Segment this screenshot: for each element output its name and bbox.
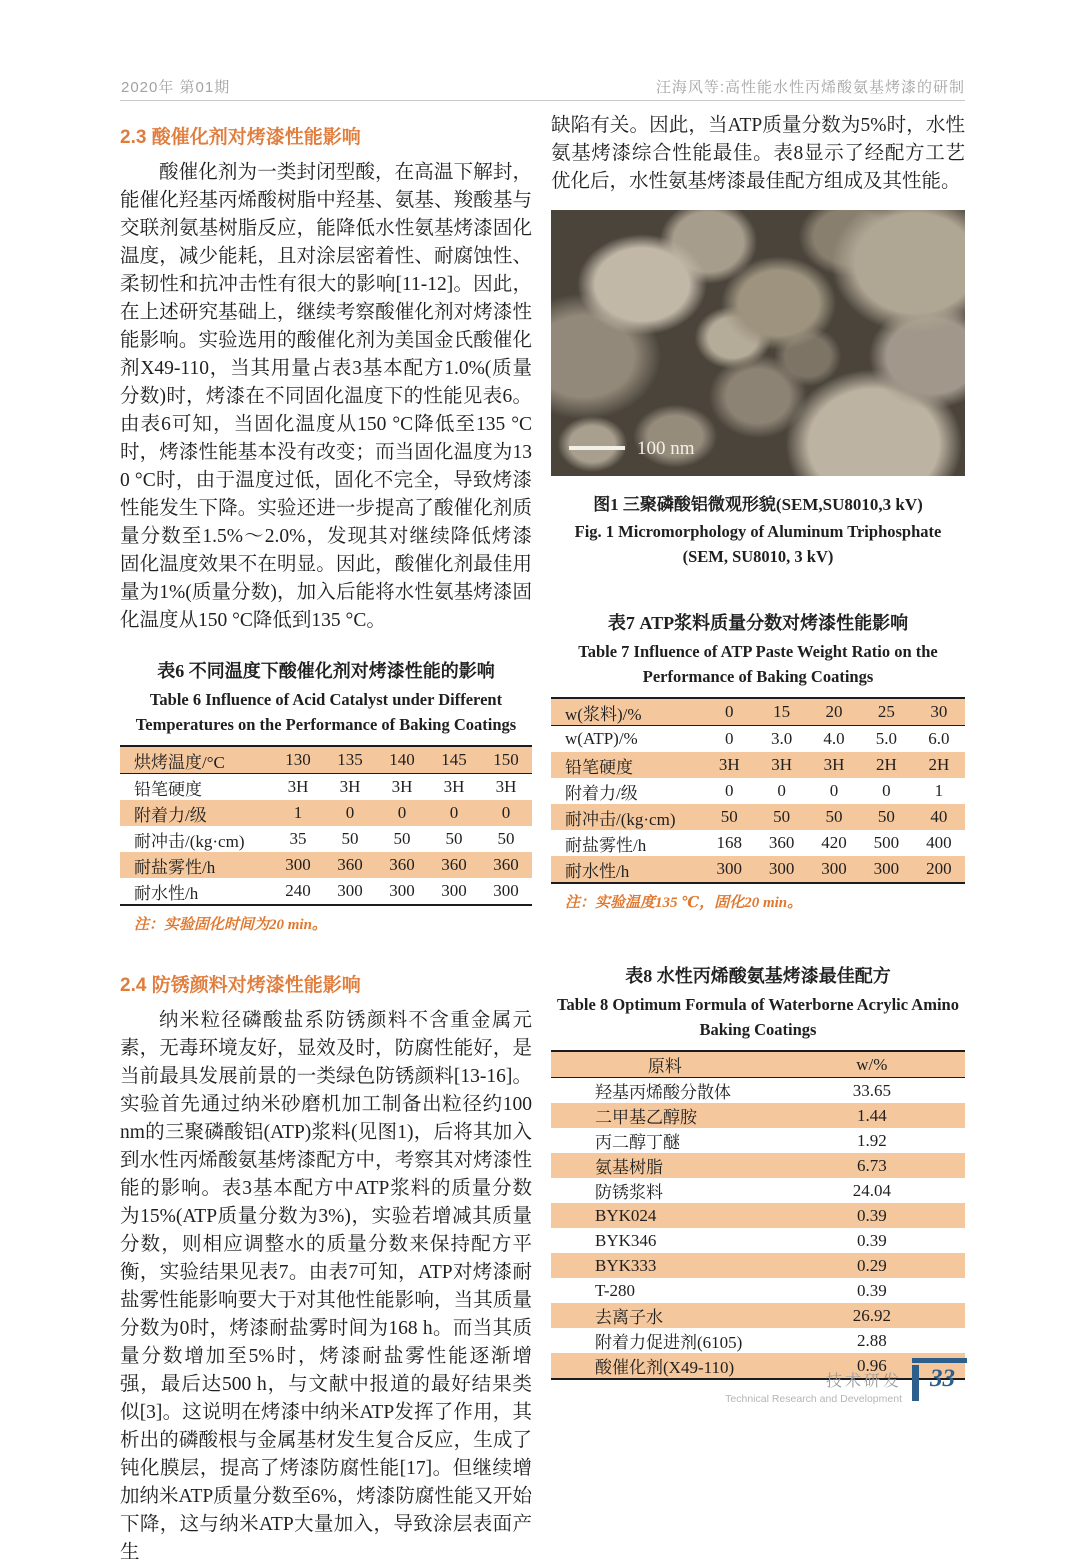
table-cell: 1 — [293, 803, 303, 822]
scale-bar — [569, 446, 625, 450]
table-cell: 360 — [337, 855, 363, 874]
table-cell: 24.04 — [852, 1180, 891, 1200]
section-2-3-heading: 2.3 酸催化剂对烤漆性能影响 — [120, 127, 361, 148]
scale-bar-label: 100 nm — [637, 438, 695, 459]
table-cell: 防锈浆料 — [595, 1183, 663, 1202]
table-cell: 50 — [720, 807, 738, 826]
table-row — [120, 852, 532, 878]
header-rule — [120, 100, 965, 101]
table6-title-en-line2: Temperatures on the Performance of Baking Coatings — [135, 715, 517, 734]
table-cell: w(浆料)/% — [565, 704, 642, 724]
table-row — [551, 1153, 965, 1178]
table-row — [551, 1052, 965, 1078]
table-cell: 0.29 — [856, 1255, 887, 1275]
table-row — [120, 878, 532, 904]
table-cell: 0 — [724, 781, 734, 800]
table-cell: 铅笔硬度 — [565, 757, 633, 777]
table-cell: 0 — [724, 702, 734, 721]
table-row — [120, 800, 532, 826]
figure1-caption-en — [551, 519, 965, 569]
right-column — [551, 112, 965, 1380]
figure1-caption-en-line1: Fig. 1 Micromorphology of Aluminum Triphosphate — [574, 522, 942, 541]
table-row — [551, 1178, 965, 1203]
table-cell: 耐水性/h — [565, 861, 630, 881]
table7-title-zh: 表7 ATP浆料质量分数对烤漆性能影响 — [607, 613, 909, 633]
table-cell: 0 — [777, 781, 786, 800]
table-cell: T-280 — [595, 1280, 635, 1300]
table-cell: 300 — [337, 881, 363, 900]
table-row — [551, 1303, 965, 1328]
table-cell: 50 — [341, 829, 359, 848]
table6-note: 注：实验固化时间为20 min。 — [134, 917, 327, 933]
table-cell: 300 — [821, 859, 847, 878]
table-cell: 150 — [493, 750, 519, 769]
table8-title-zh: 表8 水性丙烯酸氨基烤漆最佳配方 — [625, 966, 891, 986]
table-cell: 3.0 — [770, 729, 793, 748]
table-cell: 3H — [823, 755, 845, 774]
table-cell: 0 — [724, 729, 734, 748]
table7-title-en-line2: Performance of Baking Coatings — [642, 667, 874, 686]
table-cell: 200 — [926, 859, 952, 878]
table-cell: 300 — [493, 881, 519, 900]
table-row — [551, 1228, 965, 1253]
table-cell: 300 — [389, 881, 415, 900]
table-row — [551, 1253, 965, 1278]
table-cell: 40 — [930, 807, 948, 826]
figure1-caption-zh: 图1 三聚磷酸铝微观形貌(SEM,SU8010,3 kV) — [593, 495, 923, 514]
table-cell: 二甲基乙醇胺 — [595, 1108, 697, 1127]
table-row — [120, 774, 532, 800]
table-cell: 300 — [441, 881, 467, 900]
table-cell: 0 — [882, 781, 891, 800]
table-row — [551, 1103, 965, 1128]
table-cell: 400 — [926, 833, 952, 852]
table-row — [551, 856, 965, 882]
table-cell: w(ATP)/% — [565, 729, 638, 748]
figure1-caption-en-line2: (SEM, SU8010, 3 kV) — [682, 547, 834, 566]
table7-title-en-line1: Table 7 Influence of ATP Paste Weight Ratio on the — [578, 642, 938, 661]
table7 — [551, 697, 965, 884]
table-cell: BYK024 — [595, 1205, 657, 1225]
table-cell: 3H — [391, 777, 413, 796]
table-cell: 0.39 — [856, 1280, 887, 1300]
table-row — [551, 1278, 965, 1303]
table-cell: w/% — [856, 1054, 888, 1074]
table-cell: 50 — [393, 829, 411, 848]
table-cell: 500 — [873, 833, 900, 852]
table-cell: 烘烤温度/°C — [134, 752, 225, 772]
table-cell: 3H — [718, 755, 740, 774]
table-cell: 20 — [825, 702, 843, 721]
table-cell: 耐冲击/(kg·cm) — [134, 831, 245, 851]
table-cell: 0 — [501, 803, 511, 822]
table-cell: BYK333 — [595, 1255, 657, 1275]
page-number-bracket — [912, 1358, 967, 1401]
figure1-sem-image — [551, 210, 965, 476]
table-cell: 耐冲击/(kg·cm) — [565, 809, 676, 829]
table-cell: 130 — [285, 750, 311, 769]
table-cell: 135 — [337, 750, 363, 769]
table-cell: 360 — [441, 855, 467, 874]
table-cell: 4.0 — [823, 729, 845, 748]
table8-title-en-line1: Table 8 Optimum Formula of Waterborne Acrylic Amino — [557, 995, 959, 1014]
table-row — [120, 826, 532, 852]
footer-section-label — [725, 1368, 902, 1405]
table-cell: 原料 — [647, 1057, 682, 1076]
table-row — [551, 830, 965, 856]
table-cell: 140 — [389, 750, 415, 769]
table8-title-en — [551, 992, 965, 1042]
table-cell: 360 — [389, 855, 415, 874]
table-row — [551, 804, 965, 830]
table6-title-en-line1: Table 6 Influence of Acid Catalyst under Different — [149, 690, 503, 709]
table-cell: 2.88 — [856, 1330, 887, 1350]
table-row — [551, 752, 965, 778]
table-cell: 附着力/级 — [565, 783, 638, 803]
table-cell: 1.92 — [856, 1130, 887, 1150]
table-cell: 30 — [930, 702, 948, 721]
table-cell: 去离子水 — [595, 1308, 663, 1327]
table-cell: 3H — [495, 777, 517, 796]
table8 — [551, 1050, 965, 1380]
table-cell: 铅笔硬度 — [134, 779, 202, 799]
table8-title-en-line2: Baking Coatings — [699, 1020, 817, 1039]
table-cell: 33.65 — [852, 1080, 891, 1100]
table-cell: 0 — [397, 803, 407, 822]
header-article-title: 汪海风等:高性能水性丙烯酸氨基烤漆的研制 — [655, 79, 965, 96]
table-row — [551, 1203, 965, 1228]
section-2-4-heading: 2.4 防锈颜料对烤漆性能影响 — [120, 975, 361, 996]
table-cell: 0.39 — [856, 1230, 887, 1250]
section-2-4-body-left: 纳米粒径磷酸盐系防锈颜料不含重金属元素，无毒环境友好，显效及时，防腐性能好，是当前最具发展前景的一类绿色防锈颜料[13-16]。实验首先通过纳米砂磨机加工制备出粒径约100 nm的三聚磷酸铝(ATP)浆料(见图1)，后将其加入到水性丙烯酸氨基烤漆配方中，考察其对烤漆性能的影响。表3基本配方中ATP浆料的质量分数为15%(ATP质量分数为3%)，实验若增减其质量分数，则相应调整水的质量分数来保持配方平衡，实验结果见表7。由表7可知，ATP对烤漆耐盐雾性能影响要大于对其他性能影响，当其质量分数为0时，烤漆耐盐雾时间为168 h。而当其质量分数增加至5%时，烤漆耐盐雾性能逐渐增强，最后达500 h，与文献中报道的最好结果类似[3]。这说明在烤漆中纳米ATP发挥了作用，其析出的磷酸根与金属基材发生复合反应，生成了钝化膜层，提高了烤漆防腐性能[17]。但继续增加纳米ATP质量分数至6%，烤漆防腐性能又开始下降，这与纳米ATP大量加入，导致涂层表面产生 — [120, 1010, 532, 1563]
table-row — [551, 1078, 965, 1103]
table-cell: 145 — [441, 750, 467, 769]
table-cell: 240 — [285, 881, 311, 900]
table-row — [551, 699, 965, 726]
table-cell: 50 — [445, 829, 463, 848]
table-cell: 300 — [716, 859, 742, 878]
table-cell: 26.92 — [852, 1305, 891, 1325]
section-2-3-body: 酸催化剂为一类封闭型酸，在高温下解封，能催化羟基丙烯酸树脂中羟基、氨基、羧酸基与交联剂氨基树脂反应，能降低水性氨基烤漆固化温度，减少能耗，且对涂层密着性、耐腐蚀性、柔韧性和抗冲击性有很大的影响[11-12]。因此，在上述研究基础上，继续考察酸催化剂对烤漆性能影响。实验选用的酸催化剂为美国金氏酸催化剂X49-110，当其用量占表3基本配方1.0%(质量分数)时，烤漆在不同固化温度下的性能见表6。由表6可知，当固化温度从150 °C降低至135 °C时，烤漆性能基本没有改变；而当固化温度为130 °C时，由于温度过低，固化不完全，导致烤漆性能发生下降。实验还进一步提高了酸催化剂质量分数至1.5%～2.0%，发现其对继续降低烤漆固化温度效果不在明显。因此，酸催化剂最佳用量为1%(质量分数)，加入后能将水性氨基烤漆固化温度从150 °C降低到135 °C。 — [120, 162, 532, 631]
table-cell: 氨基树脂 — [595, 1158, 663, 1177]
table-cell: 3H — [443, 777, 465, 796]
footer — [725, 1355, 967, 1405]
table-row — [551, 1128, 965, 1153]
table-cell: 300 — [768, 859, 795, 878]
table-cell: 3H — [771, 755, 792, 774]
table-cell: 附着力促进剂(6105) — [595, 1333, 743, 1352]
table-cell: 0.96 — [856, 1355, 887, 1375]
table6-title-en — [120, 687, 532, 737]
table-cell: 5.0 — [875, 729, 898, 748]
left-column — [120, 114, 532, 1567]
table-cell: 25 — [877, 702, 895, 721]
table-cell: BYK346 — [595, 1230, 657, 1250]
page-number: 33 — [912, 1365, 967, 1401]
table-cell: 酸催化剂(X49-110) — [595, 1358, 735, 1377]
table6-title-zh: 表6 不同温度下酸催化剂对烤漆性能的影响 — [157, 661, 495, 681]
table-cell: 2H — [876, 755, 897, 774]
table-row — [551, 726, 965, 752]
table-cell: 羟基丙烯酸分散体 — [595, 1083, 731, 1102]
table-cell: 1.44 — [856, 1105, 887, 1125]
table-cell: 15 — [773, 702, 791, 721]
table-row — [551, 1328, 965, 1353]
footer-label-zh: 技术研发 — [825, 1373, 902, 1390]
table-cell: 耐盐雾性/h — [565, 835, 647, 855]
table-cell: 3H — [287, 777, 309, 796]
table-cell: 420 — [821, 833, 847, 852]
table-cell: 300 — [873, 859, 900, 878]
table-cell: 丙二醇丁醚 — [595, 1133, 680, 1152]
table-cell: 0 — [345, 803, 355, 822]
table7-note: 注：实验温度135 ℃，固化20 min。 — [565, 895, 803, 911]
table-cell: 0 — [829, 781, 839, 800]
table-cell: 耐水性/h — [134, 883, 199, 903]
table-cell: 35 — [289, 829, 307, 848]
table-cell: 0.39 — [856, 1205, 887, 1225]
table-cell: 2H — [928, 755, 950, 774]
footer-label-en: Technical Research and Development — [725, 1393, 902, 1405]
table-cell: 360 — [768, 833, 795, 852]
table-cell: 1 — [934, 781, 944, 800]
table-cell: 3H — [339, 777, 361, 796]
table-cell: 附着力/级 — [134, 805, 207, 825]
table7-title-en — [551, 639, 965, 689]
table-cell: 0 — [449, 803, 459, 822]
table-cell: 耐盐雾性/h — [134, 857, 216, 877]
table-cell: 50 — [497, 829, 515, 848]
table-cell: 300 — [285, 855, 311, 874]
table-cell: 50 — [877, 807, 895, 826]
table-cell: 168 — [716, 833, 742, 852]
table-row — [551, 778, 965, 804]
table-row — [120, 747, 532, 774]
table-cell: 6.73 — [856, 1155, 887, 1175]
table-cell: 6.0 — [928, 729, 950, 748]
table-cell: 50 — [825, 807, 843, 826]
table-cell: 50 — [773, 807, 791, 826]
table-cell: 360 — [493, 855, 519, 874]
table6 — [120, 745, 532, 906]
header-issue: 2020年 第01期 — [121, 79, 231, 96]
section-2-4-body-right: 缺陷有关。因此，当ATP质量分数为5%时，水性氨基烤漆综合性能最佳。表8显示了经配方工艺优化后，水性氨基烤漆最佳配方组成及其性能。 — [551, 115, 965, 192]
